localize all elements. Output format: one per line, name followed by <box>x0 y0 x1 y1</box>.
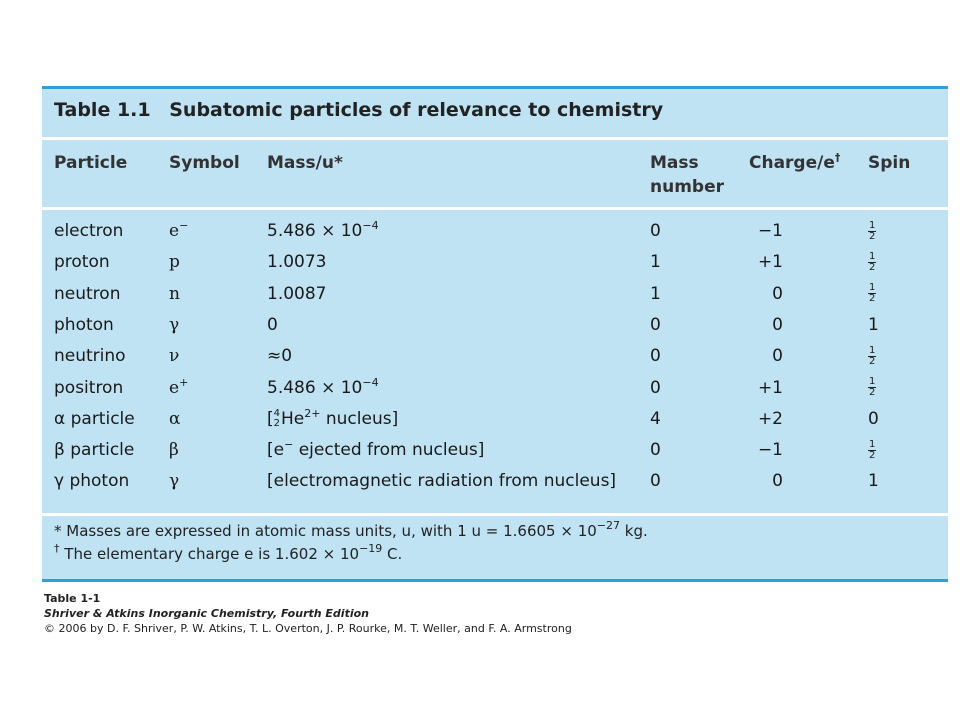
mass-number-value: 0 <box>650 440 661 461</box>
mass-cell <box>267 282 326 306</box>
spin-numerator: 1 <box>869 438 876 450</box>
mass-value: 1.0073 <box>267 252 327 273</box>
table-label: Table 1.1 <box>54 99 151 121</box>
symbol-cell <box>169 282 180 306</box>
footnote-mass-text: Masses are expressed in atomic mass units, u, with 1 u = 1.6605 × 10 <box>66 522 597 540</box>
mass-number-cell <box>650 344 661 368</box>
spin-value: 1 <box>868 314 879 335</box>
spin-numerator: 1 <box>869 344 876 356</box>
particle-cell <box>54 313 114 337</box>
mass-cell <box>267 469 616 493</box>
mass-suffix: ejected from nucleus] <box>293 440 485 461</box>
title-divider <box>42 137 948 140</box>
mass-suffix: nucleus] <box>320 408 399 429</box>
spin-fraction <box>868 346 876 367</box>
mass-value: ≈0 <box>267 346 293 367</box>
spin-denominator: 2 <box>869 293 876 305</box>
mass-number-cell <box>650 219 661 243</box>
header-mass: Mass/u* <box>267 153 343 173</box>
mass-number-value: 4 <box>650 408 661 429</box>
mass-superscript: 2+ <box>304 406 321 420</box>
particle-name: electron <box>54 221 124 241</box>
header-particle: Particle <box>54 153 128 173</box>
isotope-atomic-number: 2 <box>273 417 281 429</box>
spin-fraction <box>868 252 876 273</box>
particle-symbol: p <box>169 252 180 273</box>
charge-cell <box>749 438 783 462</box>
footnote-divider <box>42 513 948 516</box>
particle-cell <box>54 407 135 431</box>
mass-number-value: 1 <box>650 283 661 304</box>
mass-number-cell <box>650 376 661 400</box>
mass-value: 5.486 × 10 <box>267 221 363 241</box>
mass-number-cell <box>650 438 661 462</box>
mass-cell <box>267 407 398 431</box>
spin-fraction <box>868 283 876 304</box>
particle-name: proton <box>54 252 110 273</box>
spin-cell <box>868 282 876 306</box>
footnote-charge-text: The elementary charge e is 1.602 × 10 <box>64 545 360 563</box>
charge-cell <box>749 344 783 368</box>
particle-name: positron <box>54 377 124 398</box>
header-divider <box>42 207 948 210</box>
particle-symbol: α <box>169 408 181 429</box>
charge-value: 0 <box>772 314 783 335</box>
symbol-cell <box>169 344 179 368</box>
symbol-cell <box>169 376 188 400</box>
particle-name: photon <box>54 314 114 335</box>
mass-number-value: 1 <box>650 252 661 273</box>
charge-value: +1 <box>757 377 783 398</box>
charge-value: +1 <box>757 252 783 273</box>
caption-table-number: Table 1-1 <box>44 592 101 605</box>
charge-value: +2 <box>757 408 783 429</box>
particle-name: γ photon <box>54 471 130 492</box>
spin-value: 1 <box>868 471 879 492</box>
symbol-cell <box>169 469 179 493</box>
symbol-cell <box>169 250 180 274</box>
charge-cell <box>749 282 783 306</box>
footnote-charge <box>54 542 403 563</box>
mass-number-value: 0 <box>650 471 661 492</box>
symbol-cell <box>169 407 180 431</box>
footnote-charge-exp: −19 <box>359 542 383 555</box>
mass-cell <box>267 376 379 400</box>
charge-value: 0 <box>772 346 783 367</box>
header-charge-label: Charge/e <box>749 153 835 173</box>
spin-denominator: 2 <box>869 449 876 461</box>
charge-value: 0 <box>772 471 783 492</box>
spin-denominator: 2 <box>869 230 876 242</box>
mass-cell <box>267 313 278 337</box>
particle-cell <box>54 438 134 462</box>
particle-symbol: n <box>169 283 180 304</box>
particle-name: neutrino <box>54 346 126 367</box>
mass-value: 5.486 × 10 <box>267 377 363 398</box>
header-mass-number-line2: number <box>650 177 725 197</box>
spin-cell <box>868 313 879 337</box>
header-charge-dagger: † <box>834 151 841 164</box>
mass-cell <box>267 219 379 243</box>
mass-number-value: 0 <box>650 377 661 398</box>
header-charge <box>749 151 840 175</box>
mass-cell <box>267 344 292 368</box>
charge-cell <box>749 313 783 337</box>
mass-number-cell <box>650 407 661 431</box>
caption-copyright: © 2006 by D. F. Shriver, P. W. Atkins, T. L. Overton, J. P. Rourke, M. T. Weller, and F. A. Armstrong <box>44 622 572 635</box>
particle-cell <box>54 219 123 243</box>
spin-fraction <box>868 221 876 242</box>
mass-bracket: [ <box>267 408 274 429</box>
particle-cell <box>54 282 120 306</box>
spin-cell <box>868 344 876 368</box>
table-panel <box>42 86 948 582</box>
particle-cell <box>54 250 110 274</box>
mass-superscript: −4 <box>362 375 379 389</box>
symbol-cell <box>169 313 179 337</box>
mass-number-cell <box>650 313 661 337</box>
spin-cell <box>868 250 876 274</box>
spin-numerator: 1 <box>869 219 876 231</box>
particle-symbol: β <box>169 440 179 461</box>
caption-book-title: Shriver & Atkins Inorganic Chemistry, Fourth Edition <box>44 607 369 620</box>
table-heading: Subatomic particles of relevance to chemistry <box>169 99 664 121</box>
mass-value: [electromagnetic radiation from nucleus] <box>267 471 617 492</box>
footnote-mass-end: kg. <box>620 522 648 540</box>
mass-value: He <box>281 408 305 429</box>
charge-cell <box>749 376 783 400</box>
header-mass-number-line1: Mass <box>650 153 699 173</box>
particle-name: neutron <box>54 283 121 304</box>
charge-cell <box>749 469 783 493</box>
mass-superscript: −4 <box>362 219 379 232</box>
mass-cell <box>267 250 326 274</box>
spin-fraction <box>868 377 876 398</box>
spin-numerator: 1 <box>869 282 876 294</box>
particle-symbol: ν <box>169 346 180 367</box>
mass-number-value: 0 <box>650 221 661 241</box>
particle-symbol: γ <box>169 314 180 335</box>
particle-symbol-charge: − <box>179 219 189 232</box>
charge-value: 0 <box>772 283 783 304</box>
charge-value: −1 <box>757 221 783 241</box>
spin-denominator: 2 <box>869 387 876 398</box>
symbol-cell <box>169 219 188 243</box>
spin-numerator: 1 <box>869 376 876 387</box>
particle-cell <box>54 376 123 400</box>
charge-cell <box>749 250 783 274</box>
mass-number-value: 0 <box>650 346 661 367</box>
spin-denominator: 2 <box>869 261 876 273</box>
header-symbol: Symbol <box>169 153 240 173</box>
footnote-charge-mark: † <box>54 542 60 555</box>
spin-fraction <box>868 440 876 461</box>
particle-name: β particle <box>54 440 135 461</box>
particle-symbol: e <box>169 221 180 241</box>
particle-cell <box>54 469 129 493</box>
mass-value: 1.0087 <box>267 283 327 304</box>
mass-number-cell <box>650 469 661 493</box>
mass-superscript: − <box>284 438 294 452</box>
mass-cell <box>267 438 484 462</box>
charge-value: −1 <box>757 440 783 461</box>
footnote-mass <box>54 519 648 540</box>
isotope-mass-number: 4 <box>273 407 281 419</box>
header-spin: Spin <box>868 153 911 173</box>
spin-cell <box>868 469 879 493</box>
spin-cell <box>868 438 876 462</box>
charge-cell <box>749 407 783 431</box>
spin-numerator: 1 <box>869 250 876 262</box>
mass-value: [e <box>267 440 285 461</box>
mass-number-cell <box>650 282 661 306</box>
spin-cell <box>868 407 879 431</box>
particle-cell <box>54 344 126 368</box>
footnote-mass-mark: * <box>54 522 62 540</box>
particle-symbol-charge: + <box>179 375 189 389</box>
footnote-mass-exp: −27 <box>596 519 621 532</box>
spin-value: 0 <box>868 408 879 429</box>
mass-number-value: 0 <box>650 314 661 335</box>
particle-name: α particle <box>54 408 135 429</box>
particle-symbol: γ <box>169 471 180 492</box>
charge-cell <box>749 219 783 243</box>
footnote-charge-end: C. <box>382 545 403 563</box>
spin-denominator: 2 <box>869 355 876 367</box>
header-mass-number <box>650 151 724 199</box>
mass-number-cell <box>650 250 661 274</box>
spin-cell <box>868 219 876 243</box>
spin-cell <box>868 376 876 400</box>
particle-symbol: e <box>169 377 180 398</box>
mass-value: 0 <box>267 314 278 335</box>
symbol-cell <box>169 438 179 462</box>
isotope-numbers <box>274 409 280 429</box>
table-title <box>54 99 663 121</box>
